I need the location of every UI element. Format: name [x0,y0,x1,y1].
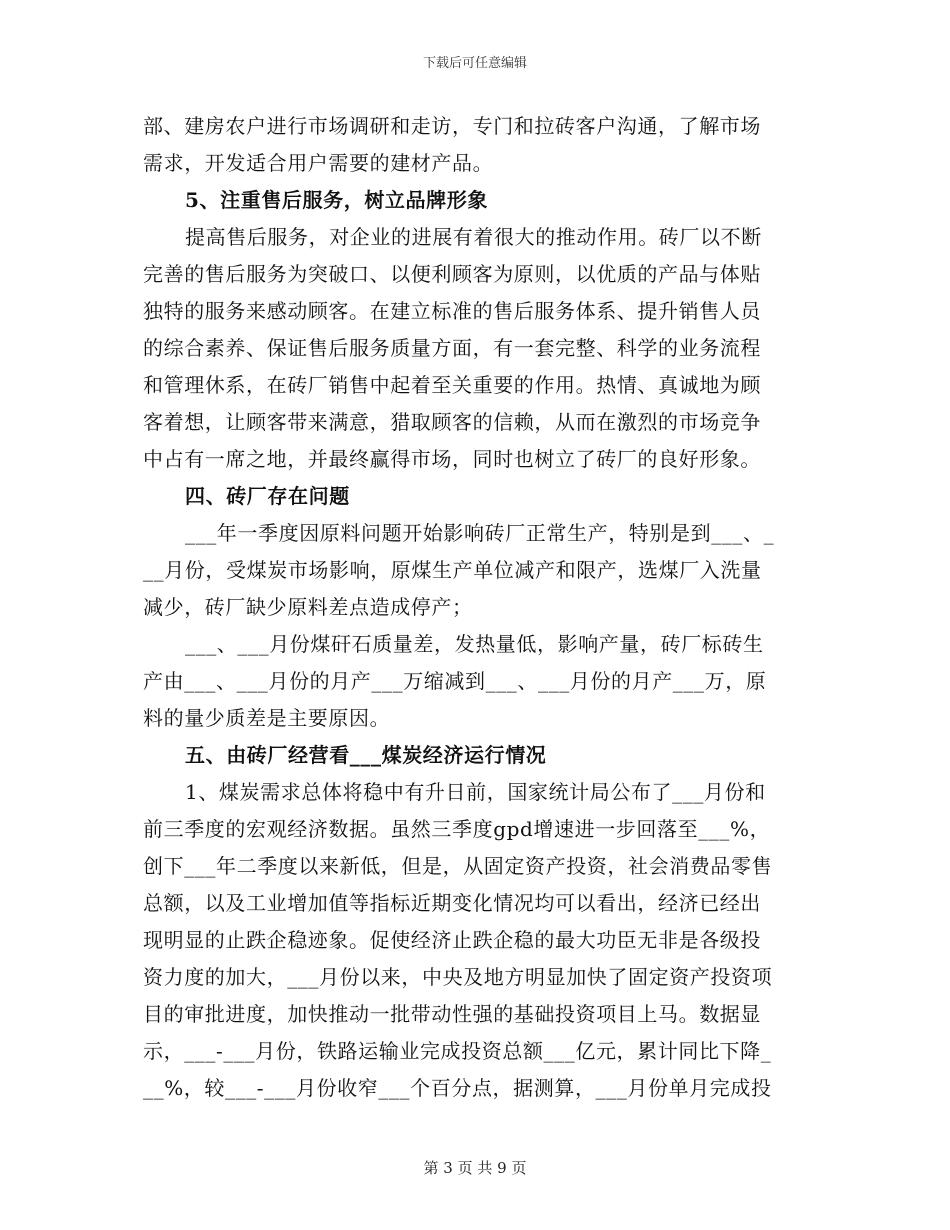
paragraph-line: 和管理休系，在砖厂销售中起着至关重要的作用。热情、真诚地为顾 [143,373,761,397]
paragraph-line: 前三季度的宏观经济数据。虽然三季度gpd增速进一步回落至___%， [143,817,771,841]
paragraph-line: 资力度的加大，___月份以来，中央及地方明显加快了固定资产投资项 [143,965,773,989]
paragraph-line: 完善的售后服务为突破口、以便利顾客为原则，以优质的产品与体贴 [143,262,761,286]
document-body [143,108,803,1107]
paragraph-line: 示，___-___月份，铁路运输业完成投资总额___亿元，累计同比下降_ [143,1039,772,1063]
page-footer: 第 3 页 共 9 页 [423,1159,527,1177]
paragraph-line: __%，较___-___月份收窄___个百分点，据测算，___月份单月完成投 [143,1076,772,1100]
page-header: 下载后可任意编辑 [422,56,527,71]
paragraph-line: 客着想，让顾客带来满意，猎取顾客的信赖，从而在激烈的市场竞争 [143,410,761,434]
paragraph-line: 部、建房农户进行市场调研和走访，专门和拉砖客户沟通，了解市场 [143,114,761,138]
paragraph-line: 中占有一席之地，并最终赢得市场，同时也树立了砖厂的良好形象。 [143,447,761,471]
paragraph-line: 产由___、___月份的月产___万缩减到___、___月份的月产___万，原 [143,669,767,693]
paragraph-line: 提高售后服务，对企业的进展有着很大的推动作用。砖厂以不断 [185,225,762,249]
section-heading: 四、砖厂存在问题 [185,484,350,508]
paragraph-line: 目的审批进度，加快推动一批带动性强的基础投资项目上马。数据显 [143,1002,761,1026]
section-heading: 5、注重售后服务，树立品牌形象 [185,188,488,212]
section-heading: 五、由砖厂经营看___煤炭经济运行情况 [185,743,547,767]
paragraph-line: 总额，以及工业增加值等指标近期变化情况均可以看出，经济已经出 [143,891,761,915]
paragraph-line: __月份，受煤炭市场影响，原煤生产单位减产和限产，选煤厂入洗量 [143,558,762,582]
paragraph-line: 减少，砖厂缺少原料差点造成停产； [143,595,473,619]
paragraph-line: 独特的服务来感动顾客。在建立标准的售后服务体系、提升销售人员 [143,299,761,323]
paragraph-line: ___年一季度因原料问题开始影响砖厂正常生产，特别是到___、_ [185,521,775,545]
paragraph-line: 的综合素养、保证售后服务质量方面，有一套完整、科学的业务流程 [143,336,761,360]
paragraph-line: 创下___年二季度以来新低，但是，从固定资产投资，社会消费品零售 [143,854,773,878]
paragraph-line: 1、煤炭需求总体将稳中有升日前，国家统计局公布了___月份和 [185,780,766,804]
paragraph-line: 现明显的止跌企稳迹象。促使经济止跌企稳的最大功臣无非是各级投 [143,928,761,952]
paragraph-line: 料的量少质差是主要原因。 [143,706,391,730]
paragraph-line: 需求，开发适合用户需要的建材产品。 [143,151,494,175]
paragraph-line: ___、___月份煤矸石质量差，发热量低，影响产量，砖厂标砖生 [185,632,764,656]
